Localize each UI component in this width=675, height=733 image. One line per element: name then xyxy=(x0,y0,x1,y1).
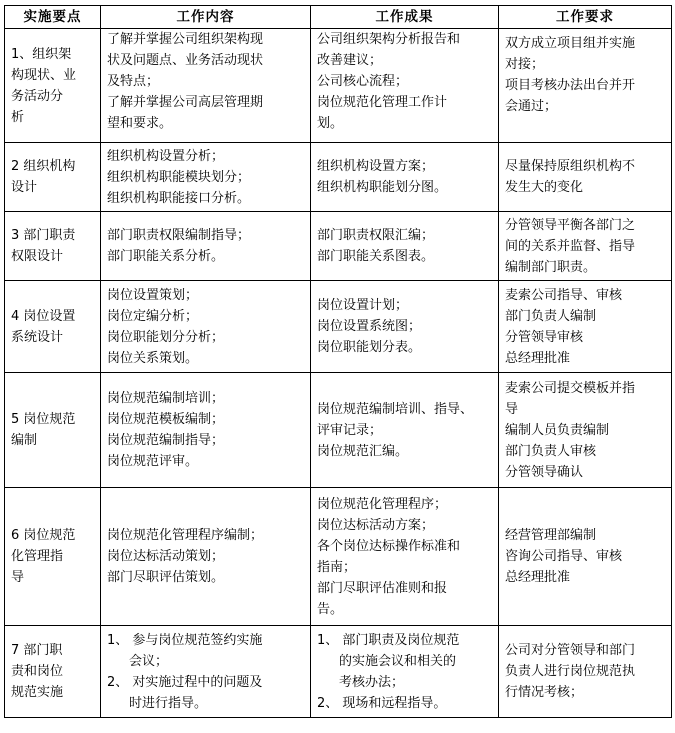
cell-text: 系统设计 xyxy=(11,329,64,345)
cell-text: 导 xyxy=(11,570,25,585)
cell-result xyxy=(311,488,499,626)
cell-text: 岗位规范化管理程序； xyxy=(317,496,448,512)
cell-text: 2、 对实施过程中的问题及 xyxy=(107,674,263,690)
cell-text: 的实施会议和相关的 xyxy=(339,653,457,669)
cell-text: 指南； xyxy=(317,559,357,575)
cell-text: 5 岗位规范 xyxy=(11,412,76,427)
cell-content xyxy=(101,373,311,488)
cell-text: 4 岗位设置 xyxy=(11,308,76,324)
cell-text: 分管领导确认 xyxy=(505,464,584,480)
cell-text: 岗位设置计划； xyxy=(317,298,409,313)
cell-requirement xyxy=(499,373,672,488)
cell-content xyxy=(101,488,311,626)
cell-text: 负责人进行岗位规范执 xyxy=(505,664,636,679)
cell-text: 岗位达标活动方案； xyxy=(317,517,435,533)
cell-text: 2 组织机构 xyxy=(11,159,76,174)
work-plan-table xyxy=(4,5,672,718)
cell-text: 规范实施 xyxy=(11,685,64,700)
cell-text: 岗位规范汇编。 xyxy=(317,443,409,459)
cell-text: 项目考核办法出台并开 xyxy=(505,78,636,93)
cell-text: 咨询公司指导、审核 xyxy=(505,549,623,564)
cell-text: 间的关系并监督、指导 xyxy=(505,238,636,254)
cell-text: 组织机构设置分析； xyxy=(107,148,225,164)
cell-requirement xyxy=(499,626,672,718)
cell-text: 麦索公司指导、审核 xyxy=(505,287,623,303)
cell-text: 部门尽职评估准则和报 xyxy=(317,580,448,596)
cell-result xyxy=(311,626,499,718)
cell-text: 组织机构设置方案； xyxy=(317,159,435,174)
cell-text: 组织机构职能划分图。 xyxy=(317,180,448,195)
cell-text: 部门职责权限汇编； xyxy=(317,228,435,243)
cell-text: 岗位规范化管理工作计 xyxy=(317,95,448,110)
cell-text: 组织机构职能接口分析。 xyxy=(107,190,251,206)
cell-text: 部门尽职评估策划。 xyxy=(107,570,225,585)
cell-text: 岗位达标活动策划； xyxy=(107,549,225,564)
cell-text: 岗位设置系统图； xyxy=(317,319,422,334)
cell-text: 岗位设置策划； xyxy=(107,287,199,303)
cell-content xyxy=(101,212,311,281)
cell-text: 麦索公司提交模板并指 xyxy=(505,380,636,396)
cell-text: 改善建议； xyxy=(317,53,383,68)
cell-text: 岗位规范编制指导； xyxy=(107,433,225,448)
cell-result xyxy=(311,143,499,212)
cell-text: 发生大的变化 xyxy=(505,180,584,195)
cell-text: 编制部门职责。 xyxy=(505,259,597,275)
cell-text: 部门职能关系图表。 xyxy=(317,249,435,264)
cell-text: 1、 部门职责及岗位规范 xyxy=(317,632,460,648)
cell-text: 岗位规范编制培训、指导、 xyxy=(317,401,474,417)
cell-text: 设计 xyxy=(11,180,38,195)
cell-point xyxy=(5,212,101,281)
header-requirement: 工作要求 xyxy=(499,6,672,29)
cell-content xyxy=(101,29,311,143)
cell-text: 编制人员负责编制 xyxy=(505,422,610,438)
header-point: 实施要点 xyxy=(5,6,101,29)
cell-text: 行情况考核； xyxy=(505,685,584,700)
cell-text: 编制 xyxy=(11,433,38,448)
cell-text: 告。 xyxy=(317,601,344,617)
cell-point xyxy=(5,626,101,718)
cell-text: 析 xyxy=(11,109,25,125)
cell-text: 部门负责人审核 xyxy=(505,443,597,459)
cell-content xyxy=(101,143,311,212)
cell-result xyxy=(311,29,499,143)
cell-text: 时进行指导。 xyxy=(129,695,208,711)
cell-result xyxy=(311,212,499,281)
cell-requirement xyxy=(499,281,672,373)
table-row xyxy=(5,212,672,281)
table-row xyxy=(5,488,672,626)
cell-point xyxy=(5,373,101,488)
cell-text: 经营管理部编制 xyxy=(505,528,597,543)
cell-text: 部门职能关系分析。 xyxy=(107,249,225,264)
cell-result xyxy=(311,373,499,488)
cell-text: 总经理批准 xyxy=(505,350,571,366)
cell-text: 划。 xyxy=(317,116,344,131)
cell-text: 对接； xyxy=(505,57,545,72)
cell-text: 望和要求。 xyxy=(107,116,173,131)
cell-text: 责和岗位 xyxy=(11,664,64,679)
cell-text: 公司核心流程； xyxy=(317,74,409,89)
cell-text: 总经理批准 xyxy=(505,570,571,585)
cell-requirement xyxy=(499,488,672,626)
table-row xyxy=(5,373,672,488)
cell-text: 及特点； xyxy=(107,74,160,89)
cell-content xyxy=(101,626,311,718)
cell-text: 权限设计 xyxy=(11,249,64,264)
cell-text: 会议； xyxy=(129,653,169,669)
cell-text: 化管理指 xyxy=(11,549,64,564)
cell-requirement xyxy=(499,143,672,212)
cell-text: 2、 现场和远程指导。 xyxy=(317,695,447,711)
cell-content xyxy=(101,281,311,373)
cell-point xyxy=(5,281,101,373)
cell-text: 双方成立项目组并实施 xyxy=(505,36,636,51)
cell-text: 了解并掌握公司组织架构现 xyxy=(107,32,264,47)
cell-requirement xyxy=(499,212,672,281)
cell-text: 岗位定编分析； xyxy=(107,308,199,324)
cell-text: 岗位规范编制培训； xyxy=(107,391,225,406)
cell-text: 尽量保持原组织机构不 xyxy=(505,159,636,174)
cell-text: 分管领导平衡各部门之 xyxy=(505,217,636,233)
cell-text: 务活动分 xyxy=(11,88,64,104)
cell-text: 构现状、业 xyxy=(11,67,77,83)
cell-point xyxy=(5,488,101,626)
cell-result xyxy=(311,281,499,373)
cell-text: 公司对分管领导和部门 xyxy=(505,643,636,658)
cell-text: 状及问题点、业务活动现状 xyxy=(107,53,264,68)
table-row xyxy=(5,281,672,373)
cell-text: 7 部门职 xyxy=(11,643,63,658)
cell-text: 岗位职能划分分析； xyxy=(107,329,225,345)
cell-text: 岗位职能划分表。 xyxy=(317,340,422,355)
cell-requirement xyxy=(499,29,672,143)
cell-point xyxy=(5,143,101,212)
cell-text: 部门负责人编制 xyxy=(505,308,597,324)
cell-text: 会通过； xyxy=(505,99,558,114)
cell-text: 考核办法； xyxy=(339,674,405,690)
cell-text: 1、组织架 xyxy=(11,46,72,62)
cell-text: 分管领导审核 xyxy=(505,329,584,345)
cell-text: 部门职责权限编制指导； xyxy=(107,228,251,243)
cell-text: 各个岗位达标操作标准和 xyxy=(317,538,461,554)
table-row xyxy=(5,143,672,212)
cell-text: 公司组织架构分析报告和 xyxy=(317,32,461,47)
cell-point xyxy=(5,29,101,143)
table-row xyxy=(5,626,672,718)
cell-text: 了解并掌握公司高层管理期 xyxy=(107,95,264,110)
header-result: 工作成果 xyxy=(311,6,499,29)
cell-text: 岗位规范模板编制； xyxy=(107,412,225,427)
cell-text: 评审记录； xyxy=(317,422,383,438)
cell-text: 导 xyxy=(505,401,519,417)
cell-text: 6 岗位规范 xyxy=(11,528,76,543)
cell-text: 岗位关系策划。 xyxy=(107,350,199,366)
cell-text: 岗位规范化管理程序编制； xyxy=(107,528,264,543)
header-row xyxy=(5,6,672,29)
cell-text: 岗位规范评审。 xyxy=(107,454,199,469)
cell-text: 1、 参与岗位规范签约实施 xyxy=(107,632,263,648)
cell-text: 3 部门职责 xyxy=(11,228,76,243)
cell-text: 组织机构职能模块划分； xyxy=(107,169,251,185)
header-content: 工作内容 xyxy=(101,6,311,29)
table-row xyxy=(5,29,672,143)
